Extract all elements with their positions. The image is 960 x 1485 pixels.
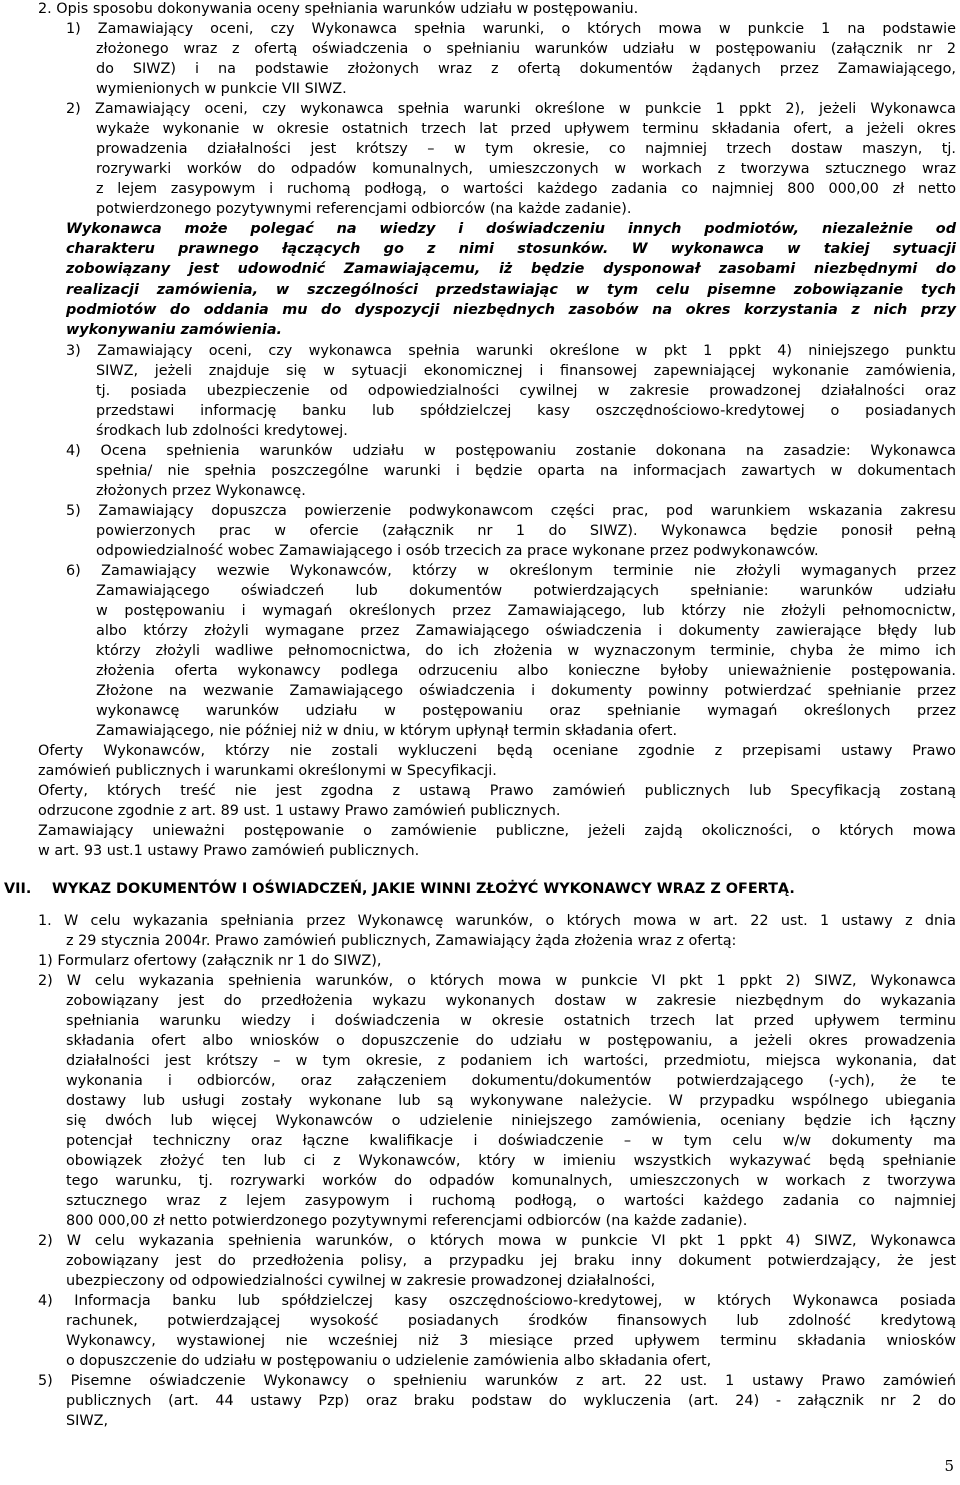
emphasis-line: realizacji zamówienia, w szczególności przedstawiając w tym celu pisemne zobowiązanie tych [66, 282, 956, 298]
list-item-line: składania ofert albo wniosków o dopuszczenie do udziału w postępowaniu, a jeżeli okres prowadzenia [66, 1033, 956, 1049]
paragraph-line: 4) Ocena spełnienia warunków udziału w postępowaniu zostanie dokonana na zasadzie: Wykonawca [66, 443, 956, 459]
paragraph-line: środkach lub zdolności kredytowej. [96, 423, 348, 439]
paragraph-line: prowadzenia działalności jest krótszy – w tym okresie, co najmniej trzech dostaw maszyn, tj. [96, 141, 956, 157]
emphasis-line: wykonywaniu zamówienia. [66, 322, 282, 338]
paragraph-line: odrzucone zgodnie z art. 89 ust. 1 ustawy Prawo zamówień publicznych. [38, 803, 561, 819]
emphasis-line: zobowiązany jest udowodnić Zamawiającemu, iż będzie dysponował zasobami niezbędnymi do [66, 261, 956, 277]
emphasis-line: Wykonawca może polegać na wiedzy i doświadczeniu innych podmiotów, niezależnie od [66, 221, 956, 237]
list-item-line: dostawy lub usługi zostały wykonane lub są wykonywane należycie. W przypadku wspólnego ubiegania [66, 1093, 956, 1109]
paragraph-line: 5) Zamawiający dopuszcza powierzenie podwykonawcom części prac, pod warunkiem wskazania zakresu [66, 503, 956, 519]
paragraph-line: 2) Zamawiający oceni, czy wykonawca spełnia warunki określone w punkcie 1 ppkt 2), jeżeli Wykonawca [66, 101, 956, 117]
list-item-line: wykonania i odbiorców, oraz załączeniem dokumentu/dokumentów potwierdzającego (-ych), że te [66, 1073, 956, 1089]
paragraph-line: 6) Zamawiający wezwie Wykonawców, którzy w określonym terminie nie złożyli wymaganych przez [66, 563, 956, 579]
emphasis-line: charakteru prawnego łączących go z nimi stosunków. W wykonawca w takiej sytuacji [66, 241, 956, 257]
paragraph-line: powierzonych prac w ofercie (załącznik nr 1 do SIWZ). Wykonawca będzie ponosił pełną [96, 523, 956, 539]
paragraph-line: tj. posiada ubezpieczenie od odpowiedzialności cywilnej w zakresie prowadzonej działalności oraz [96, 383, 956, 399]
paragraph-line: złożonych przez Wykonawcę. [96, 483, 306, 499]
paragraph-line: z lejem zasypowym i ruchomą podłogą, o wartości każdego zadania co najmniej 800 000,00 zł netto [96, 181, 956, 197]
paragraph-line: złożonego wraz z ofertą oświadczenia o spełnianiu warunków udziału w postępowaniu (załącznik nr 2 [96, 41, 956, 57]
paragraph-line: którzy złożyli wadliwe pełnomocnictwa, do ich złożenia w wyznaczonym terminie, chyba że mimo ich [96, 643, 956, 659]
paragraph-line: 1) Zamawiający oceni, czy Wykonawca spełnia warunki, o których mowa w punkcie 1 na podstawie [66, 21, 956, 37]
paragraph-line: Zamawiającego oświadczeń lub dokumentów potwierdzających spełnianie: warunków udziału [96, 583, 956, 599]
paragraph-line: rozrywarki worków do odpadów komunalnych, umieszczonych w workach z tworzywa sztucznego wraz [96, 161, 956, 177]
paragraph-line: odpowiedzialność wobec Zamawiającego i osób trzecich za prace wykonane przez podwykonawców. [96, 543, 819, 559]
paragraph-line: z 29 stycznia 2004r. Prawo zamówień publicznych, Zamawiający żąda złożenia wraz z ofertą: [66, 933, 737, 949]
list-item-line: działalności jest krótszy – w tym okresie, z podaniem ich wartości, przedmiotu, miejsca wykonania, dat [66, 1053, 956, 1069]
list-item-line: zobowiązany jest do przedłożenia polisy, a przypadku jej braku inny dokument potwierdzający, że jest [66, 1253, 956, 1269]
paragraph-line: w art. 93 ust.1 ustawy Prawo zamówień publicznych. [38, 843, 420, 859]
paragraph-line: Oferty, których treść nie jest zgodna z ustawą Prawo zamówień publicznych lub Specyfikacją zostaną [38, 783, 956, 799]
emphasis-line: podmiotów do oddania mu do dyspozycji niezbędnych zasobów na okres korzystania z nich przy [66, 302, 956, 318]
list-item-line: ubezpieczony od odpowiedzialności cywilnej w zakresie prowadzonej działalności, [66, 1273, 656, 1289]
paragraph-line: Zamawiający unieważni postępowanie o zamówienie publiczne, jeżeli zajdą okoliczności, o których mowa [38, 823, 956, 839]
paragraph-line: zamówień publicznych i warunkami określonymi w Specyfikacji. [38, 763, 497, 779]
page-number: 5 [944, 1457, 954, 1475]
list-item-line: tego warunku, tj. rozrywarki worków do odpadów komunalnych, umieszczonych w workach z tworzywa [66, 1173, 956, 1189]
section-heading: 2. Opis sposobu dokonywania oceny spełniania warunków udziału w postępowaniu. [38, 1, 639, 17]
paragraph-line: 3) Zamawiający oceni, czy wykonawca spełnia warunki określone w pkt 1 ppkt 4) niniejszego punktu [66, 343, 956, 359]
paragraph-line: wymienionych w punkcie VII SIWZ. [96, 81, 347, 97]
list-item-line: 5) Pisemne oświadczenie Wykonawcy o spełnieniu warunków z art. 22 ust. 1 ustawy Prawo zamówień [38, 1373, 956, 1389]
section-title: WYKAZ DOKUMENTÓW I OŚWIADCZEŃ, JAKIE WINNI ZŁOŻYĆ WYKONAWCY WRAZ Z OFERTĄ. [52, 881, 795, 897]
list-item-line: SIWZ, [66, 1413, 109, 1429]
list-item-line: 2) W celu wykazania spełnienia warunków, o których mowa w punkcie VI pkt 1 ppkt 2) SIWZ, Wykonawca [38, 973, 956, 989]
paragraph-line: Zamawiającego, nie później niż w dniu, w którym upłynął termin składania ofert. [96, 723, 678, 739]
paragraph-line: do SIWZ) i na podstawie złożonych wraz z ofertą dokumentów żądanych przez Zamawiającego, [96, 61, 956, 77]
list-item-line: sztucznego wraz z lejem zasypowym i ruchomą podłogą, o wartości każdego zadania co najmniej [66, 1193, 956, 1209]
paragraph-line: przedstawi informację banku lub spółdzielczej kasy oszczędnościowo-kredytowej o posiadanych [96, 403, 956, 419]
paragraph-line: albo którzy złożyli wymagane przez Zamawiającego oświadczenia i dokumenty zawierające błędy lub [96, 623, 956, 639]
paragraph-line: spełnia/ nie spełnia poszczególne warunki i będzie oparta na informacjach zawartych w dokumentach [96, 463, 956, 479]
list-item-line: rachunek, potwierdzającej wysokość posiadanych środków finansowych lub zdolność kredytową [66, 1313, 956, 1329]
list-item-line: się dwóch lub więcej Wykonawców o udzielenie niniejszego zamówienia, oceniany będzie ich łączny [66, 1113, 956, 1129]
paragraph-line: wykonawcę warunków udziału w postępowaniu oraz spełnianie wymagań określonych przez [96, 703, 956, 719]
list-item-line: 4) Informacja banku lub spółdzielczej kasy oszczędnościowo-kredytowej, w których Wykonawca posiada [38, 1293, 956, 1309]
list-item-line: obowiązek złożyć ten lub ci z Wykonawców, który w imieniu wszystkich wykazywać będą spełnianie [66, 1153, 956, 1169]
paragraph-line: potwierdzonego pozytywnymi referencjami odbiorców (na każde zadanie). [96, 201, 632, 217]
paragraph-line: Złożone na wezwanie Zamawiającego oświadczenia i dokumenty powinny potwierdzać spełnianie przez [96, 683, 956, 699]
list-item-line: publicznych (art. 44 ustawy Pzp) oraz braku podstaw do wykluczenia (art. 24) - załącznik nr 2 do [66, 1393, 956, 1409]
list-item-line: potencjał techniczny oraz łączne kwalifikacje i doświadczenie – w tym celu w/w dokumenty ma [66, 1133, 956, 1149]
paragraph-line: 1. W celu wykazania spełniania przez Wykonawcę warunków, o których mowa w art. 22 ust. 1 ustawy z dnia [38, 913, 956, 929]
paragraph-line: wykaże wykonanie w okresie ostatnich trzech lat przed upływem terminu składania ofert, a jeżeli okres [96, 121, 956, 137]
list-item-line: spełniania warunku wiedzy i doświadczenia w okresie ostatnich trzech lat przed upływem terminu [66, 1013, 956, 1029]
list-item-line: 2) W celu wykazania spełnienia warunków, o których mowa w punkcie VI pkt 1 ppkt 4) SIWZ, Wykonawca [38, 1233, 956, 1249]
paragraph-line: SIWZ, jeżeli znajduje się w sytuacji ekonomicznej i finansowej zapewniającej wykonanie zamówienia, [96, 363, 956, 379]
list-item-line: 800 000,00 zł netto potwierdzonego pozytywnymi referencjami odbiorców (na każde zadanie). [66, 1213, 748, 1229]
paragraph-line: złożenia oferta wykonawcy podlega odrzuceniu albo konieczne byłoby unieważnienie postępowania. [96, 663, 956, 679]
list-item-line: o dopuszczenie do udziału w postępowaniu o udzielenie zamówienia albo składania ofert, [66, 1353, 712, 1369]
list-item-line: zobowiązany jest do przedłożenia wykazu wykonanych dostaw w zakresie niezbędnym do wykazania [66, 993, 956, 1009]
paragraph-line: Oferty Wykonawców, którzy nie zostali wykluczeni będą oceniane zgodnie z przepisami ustawy Prawo [38, 743, 956, 759]
list-item: 1) Formularz ofertowy (załącznik nr 1 do SIWZ), [38, 953, 382, 969]
paragraph-line: w postępowaniu i wymagań określonych przez Zamawiającego, lub którzy nie złożyli pełnomocnictw, [96, 603, 956, 619]
section-number: VII. [4, 881, 32, 897]
list-item-line: Wykonawcy, wystawionej nie wcześniej niż 3 miesiące przed upływem terminu składania wniosków [66, 1333, 956, 1349]
